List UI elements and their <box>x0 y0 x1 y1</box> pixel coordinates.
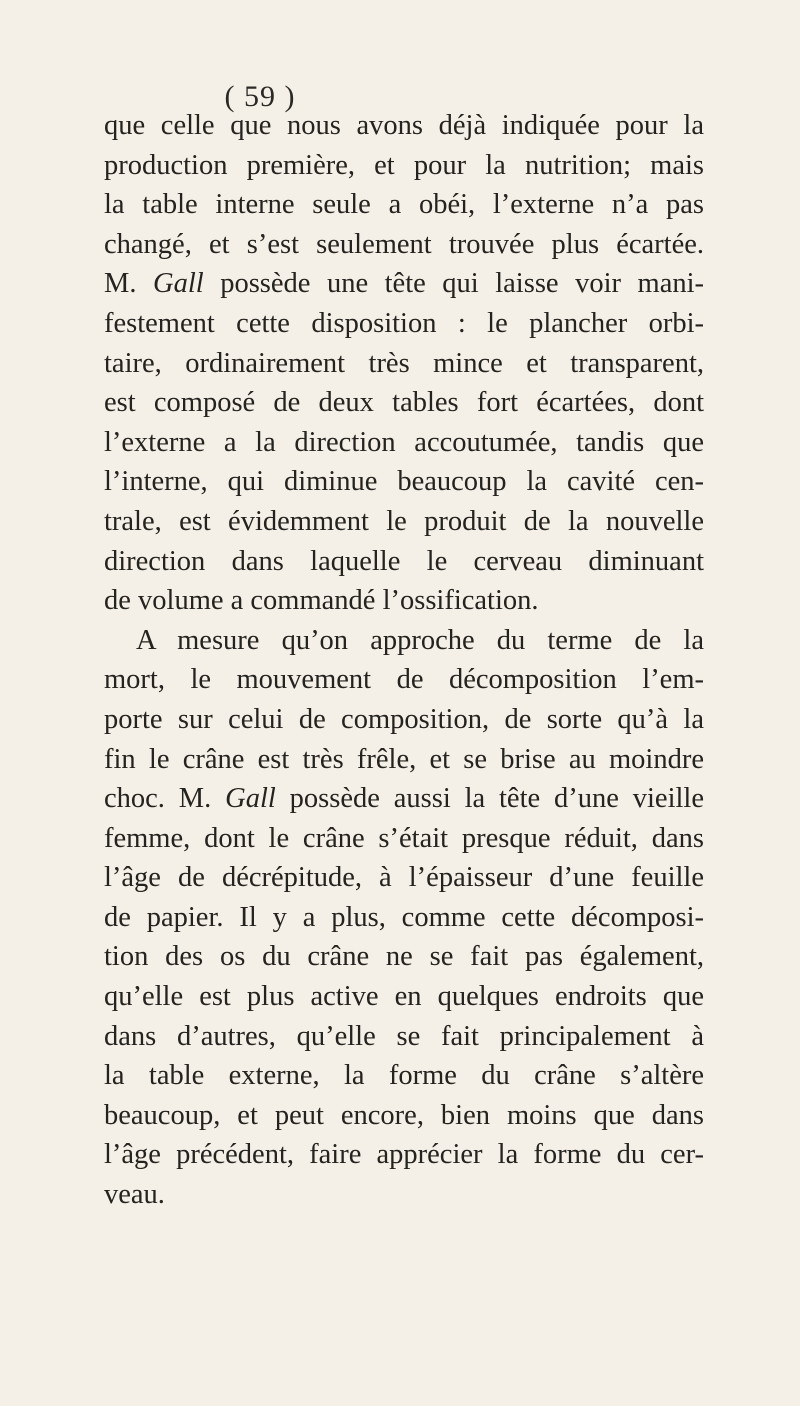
text-line: production première, et pour la nutrition; mais <box>104 149 704 181</box>
text-line: qu’elle est plus active en quelques endroits que <box>104 981 704 1013</box>
text-segment: possède une tête qui laisse voir mani- <box>203 268 705 300</box>
page-number: ( 59 ) <box>224 80 296 113</box>
text-line: l’externe a la direction accoutumée, tandis que <box>104 426 704 458</box>
text-segment: M. <box>104 268 153 300</box>
text-line: de volume a commandé l’ossification. <box>104 585 539 617</box>
text-line: tion des os du crâne ne se fait pas également, <box>104 941 704 973</box>
text-line <box>104 264 704 304</box>
body-text <box>104 106 704 1215</box>
text-line: A mesure qu’on approche du terme de la <box>136 624 704 656</box>
text-line: l’âge de décrépitude, à l’épaisseur d’une feuille <box>104 862 704 894</box>
text-line: la table externe, la forme du crâne s’altère <box>104 1060 704 1092</box>
text-line: trale, est évidemment le produit de la nouvelle <box>104 505 704 537</box>
text-line: que celle que nous avons déjà indiquée pour la <box>104 110 704 141</box>
text-line: dans d’autres, qu’elle se fait principalement à <box>104 1020 704 1052</box>
author-name: Gall <box>225 783 276 815</box>
text-line: de papier. Il y a plus, comme cette décomposi- <box>104 901 704 933</box>
text-line: la table interne seule a obéi, l’externe n’a pas <box>104 189 704 221</box>
author-name: Gall <box>153 268 204 300</box>
text-line: taire, ordinairement très mince et transparent, <box>104 347 704 379</box>
text-line: est composé de deux tables fort écartées, dont <box>104 387 704 419</box>
text-segment: possède aussi la tête d’une vieille <box>275 783 704 815</box>
text-line: veau. <box>104 1179 165 1211</box>
text-line <box>104 779 704 819</box>
text-line: beaucoup, et peut encore, bien moins que dans <box>104 1099 704 1131</box>
text-line: festement cette disposition : le plancher orbi- <box>104 307 704 339</box>
text-line: direction dans laquelle le cerveau diminuant <box>104 545 704 577</box>
text-line: femme, dont le crâne s’était presque réduit, dans <box>104 822 704 854</box>
text-line: mort, le mouvement de décomposition l’em- <box>104 664 704 696</box>
text-line: fin le crâne est très frêle, et se brise au moindre <box>104 743 704 775</box>
text-line: l’âge précédent, faire apprécier la forme du cer- <box>104 1139 704 1171</box>
text-line: porte sur celui de composition, de sorte qu’à la <box>104 703 704 735</box>
text-line: changé, et s’est seulement trouvée plus écartée. <box>104 228 704 260</box>
text-line: l’interne, qui diminue beaucoup la cavité cen- <box>104 466 704 498</box>
text-segment: choc. M. <box>104 783 226 815</box>
